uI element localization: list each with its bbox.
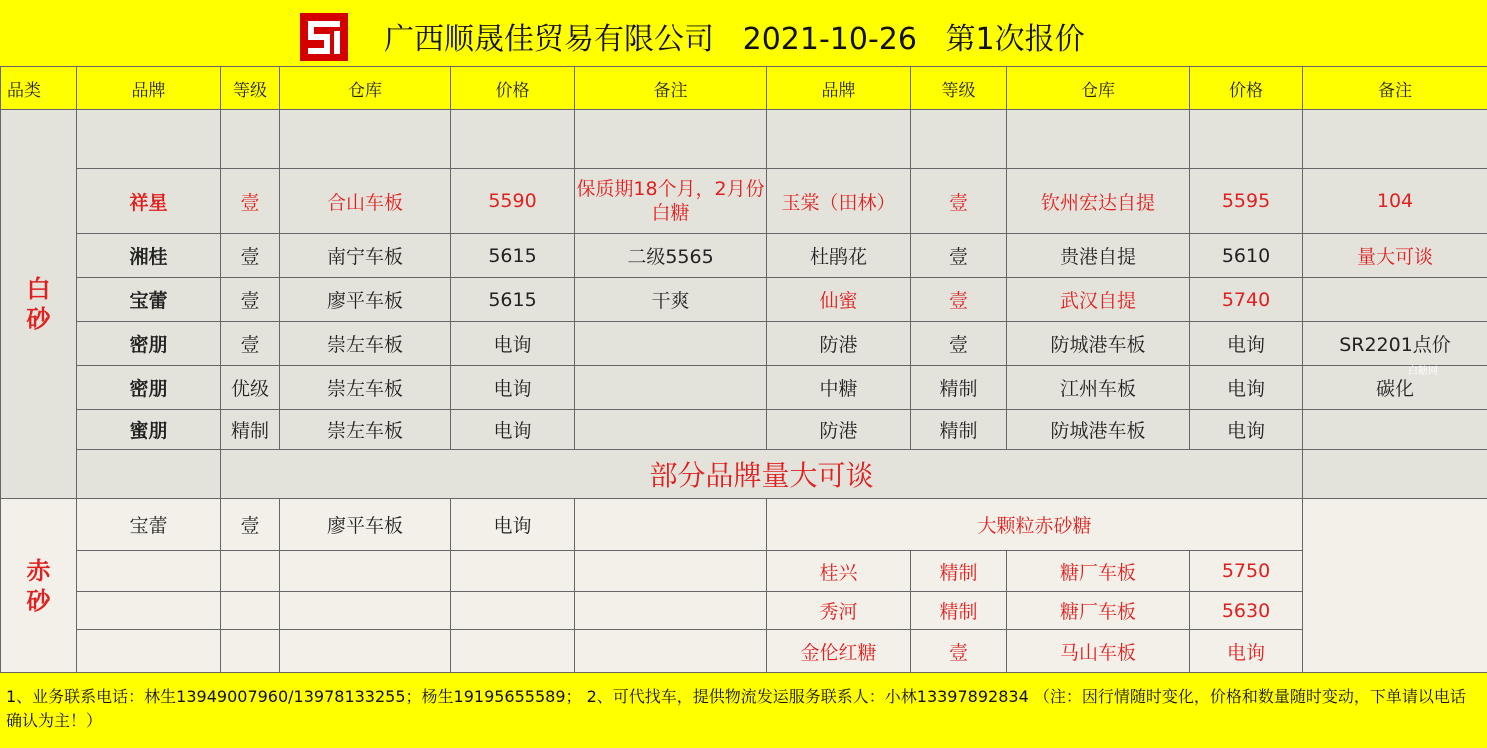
brand-cell: 密朋 <box>77 322 221 366</box>
grade-cell: 优级 <box>221 366 280 410</box>
brand-cell: 仙蜜 <box>767 278 911 322</box>
note-cell <box>1303 410 1487 450</box>
brand-cell: 秀河 <box>767 592 911 630</box>
brand-cell: 桂兴 <box>767 551 911 592</box>
header-cell: 仓库 <box>280 67 451 110</box>
table-row <box>1 630 1487 673</box>
brand-cell: 防港 <box>767 322 911 366</box>
header-cell: 仓库 <box>1007 67 1190 110</box>
price-cell: 电询 <box>1190 410 1303 450</box>
header-cell: 备注 <box>1303 67 1487 110</box>
note-cell <box>575 366 767 410</box>
table-row <box>1 551 1487 592</box>
header-cell: 价格 <box>1190 67 1303 110</box>
note-cell: 104 <box>1303 169 1487 234</box>
brand-cell: 杜鹃花 <box>767 234 911 278</box>
brand-cell: 湘桂 <box>77 234 221 278</box>
brand-cell: 宝蕾 <box>77 278 221 322</box>
brand-cell: 蜜朋 <box>77 410 221 450</box>
note-cell <box>575 322 767 366</box>
price-cell: 5590 <box>451 169 575 234</box>
grade-cell: 壹 <box>221 169 280 234</box>
table-row <box>1 410 1487 450</box>
price-cell: 电询 <box>451 410 575 450</box>
header-cell: 品类 <box>1 67 77 110</box>
brand-cell: 玉棠（田林） <box>767 169 911 234</box>
price-cell: 电询 <box>451 366 575 410</box>
header-cell: 等级 <box>911 67 1007 110</box>
grade-cell: 壹 <box>911 630 1007 673</box>
table-row <box>1 278 1487 322</box>
note-cell <box>1303 278 1487 322</box>
note-cell: 二级5565 <box>575 234 767 278</box>
brand-cell: 防港 <box>767 410 911 450</box>
table-row <box>1 499 1487 551</box>
warehouse-cell: 崇左车板 <box>280 366 451 410</box>
grade-cell: 精制 <box>221 410 280 450</box>
category-white-sugar: 白砂 <box>1 110 77 499</box>
section-title: 大颗粒赤砂糖 <box>767 499 1303 551</box>
grade-cell: 精制 <box>911 592 1007 630</box>
warehouse-cell: 崇左车板 <box>280 322 451 366</box>
warehouse-cell: 防城港车板 <box>1007 410 1190 450</box>
table-row <box>1 110 1487 169</box>
note-cell: 保质期18个月，2月份白糖 <box>575 169 767 234</box>
grade-cell: 壹 <box>911 169 1007 234</box>
warehouse-cell: 防城港车板 <box>1007 322 1190 366</box>
brand-cell: 金伦红糖 <box>767 630 911 673</box>
warehouse-cell: 廖平车板 <box>280 278 451 322</box>
price-cell: 5615 <box>451 278 575 322</box>
grade-cell: 精制 <box>911 410 1007 450</box>
note-cell: 干爽 <box>575 278 767 322</box>
warehouse-cell: 廖平车板 <box>280 499 451 551</box>
header-cell: 备注 <box>575 67 767 110</box>
header-cell: 品牌 <box>77 67 221 110</box>
warehouse-cell: 南宁车板 <box>280 234 451 278</box>
grade-cell: 壹 <box>221 499 280 551</box>
price-cell: 5615 <box>451 234 575 278</box>
header-cell: 品牌 <box>767 67 911 110</box>
grade-cell: 壹 <box>911 322 1007 366</box>
banner-row <box>1 450 1487 499</box>
category-brown-sugar: 赤砂 <box>1 499 77 673</box>
brand-cell: 中糖 <box>767 366 911 410</box>
header-cell: 价格 <box>451 67 575 110</box>
warehouse-cell: 江州车板 <box>1007 366 1190 410</box>
warehouse-cell: 合山车板 <box>280 169 451 234</box>
price-cell: 5610 <box>1190 234 1303 278</box>
warehouse-cell: 武汉自提 <box>1007 278 1190 322</box>
price-cell: 5595 <box>1190 169 1303 234</box>
note-cell <box>575 410 767 450</box>
grade-cell: 壹 <box>911 278 1007 322</box>
page-title: 广西顺晟佳贸易有限公司 2021-10-26 第1次报价 <box>384 22 1085 57</box>
grade-cell: 精制 <box>911 551 1007 592</box>
banner-text: 部分品牌量大可谈 <box>221 450 1303 499</box>
grade-cell: 精制 <box>911 366 1007 410</box>
price-cell: 电询 <box>451 499 575 551</box>
grade-cell: 壹 <box>911 234 1007 278</box>
price-cell: 电询 <box>451 322 575 366</box>
header-row <box>1 67 1487 110</box>
warehouse-cell: 糖厂车板 <box>1007 592 1190 630</box>
brand-cell: 祥星 <box>77 169 221 234</box>
warehouse-cell: 马山车板 <box>1007 630 1190 673</box>
table-row <box>1 322 1487 366</box>
watermark: 白糖网 <box>1408 366 1438 377</box>
grade-cell: 壹 <box>221 322 280 366</box>
company-logo-icon <box>300 13 348 61</box>
header-cell: 等级 <box>221 67 280 110</box>
price-cell: 电询 <box>1190 366 1303 410</box>
note-cell: SR2201点价 <box>1303 322 1487 366</box>
price-cell: 5630 <box>1190 592 1303 630</box>
title-bar <box>0 0 1487 67</box>
table-row <box>1 366 1487 410</box>
table-row <box>1 592 1487 630</box>
brand-cell: 密朋 <box>77 366 221 410</box>
note-cell <box>575 499 767 551</box>
price-cell: 电询 <box>1190 322 1303 366</box>
table-row <box>1 234 1487 278</box>
grade-cell: 壹 <box>221 278 280 322</box>
note-cell: 量大可谈 <box>1303 234 1487 278</box>
grade-cell: 壹 <box>221 234 280 278</box>
warehouse-cell: 贵港自提 <box>1007 234 1190 278</box>
table-row <box>1 169 1487 234</box>
price-cell: 5750 <box>1190 551 1303 592</box>
warehouse-cell: 糖厂车板 <box>1007 551 1190 592</box>
price-cell: 电询 <box>1190 630 1303 673</box>
warehouse-cell: 钦州宏达自提 <box>1007 169 1190 234</box>
note-cell: 碳化 <box>1303 366 1487 410</box>
price-cell: 5740 <box>1190 278 1303 322</box>
footer-note: 1、业务联系电话：林生13949007960/13978133255；杨生19195655589； 2、可代找车，提供物流发运服务联系人：小林13397892834 （注：因行情随时变化，价格和数量随时变动，下单请以电话确认为主！） <box>0 675 1487 748</box>
warehouse-cell: 崇左车板 <box>280 410 451 450</box>
price-table <box>0 66 1487 673</box>
brand-cell: 宝蕾 <box>77 499 221 551</box>
